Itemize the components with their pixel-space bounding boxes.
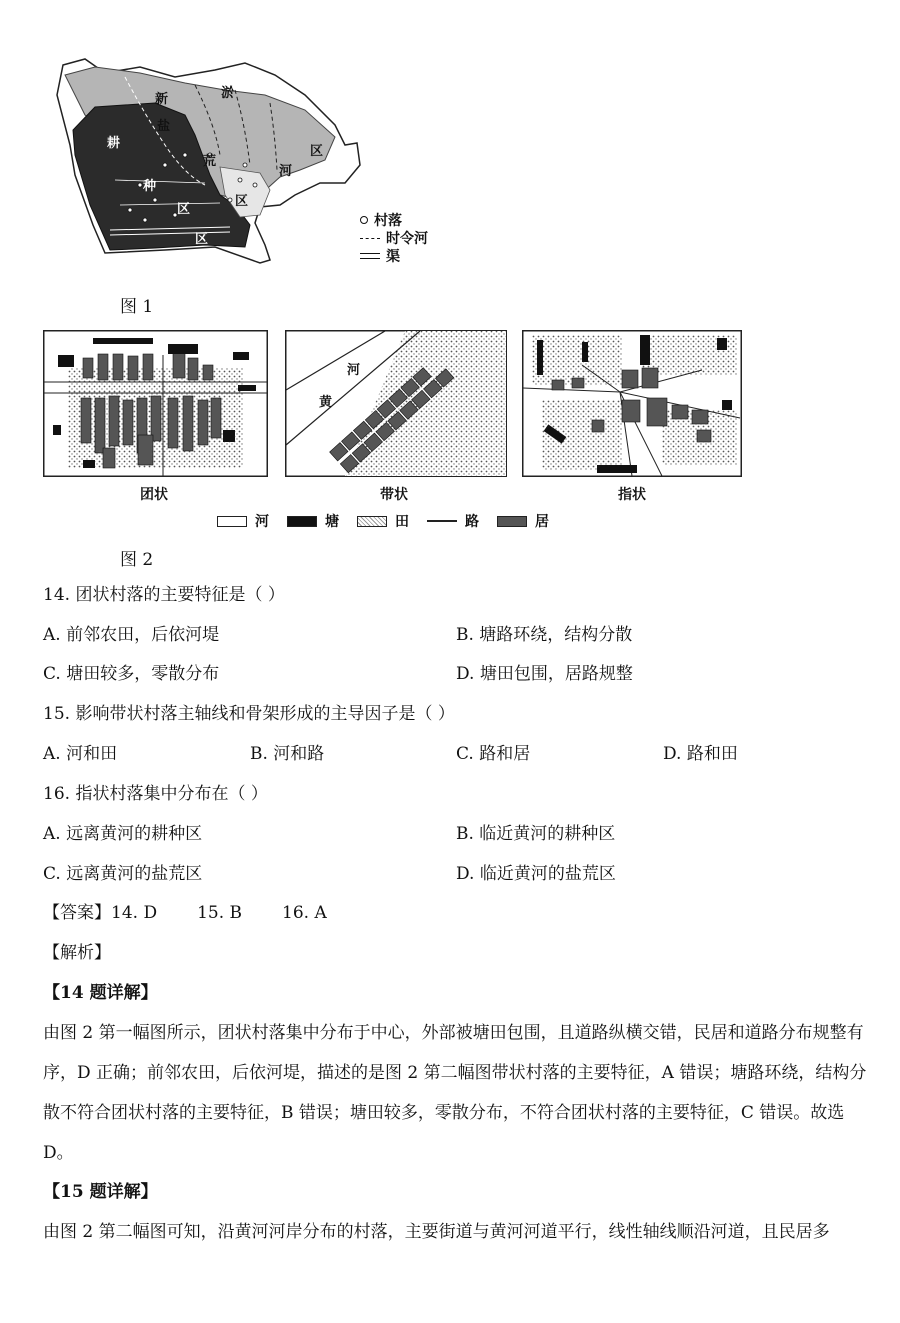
question-16-stem: 16. 指状村落集中分布在（ ） — [43, 784, 268, 804]
label-xin: 新 — [155, 92, 169, 107]
question-14-option-b: B. 塘路环绕，结构分散 — [456, 625, 633, 645]
answer-14: 14. D — [111, 903, 158, 923]
figure-1-caption: 图 1 — [120, 297, 154, 317]
question-15-option-a: A. 河和田 — [43, 744, 118, 764]
question-15-option-c: C. 路和居 — [456, 744, 531, 764]
pond-swatch — [287, 516, 317, 527]
panel-belt — [285, 330, 507, 477]
village-symbol — [360, 216, 368, 224]
question-15-stem: 15. 影响带状村落主轴线和骨架形成的主导因子是（ ） — [43, 704, 455, 724]
field-swatch — [357, 516, 387, 527]
river-text-he: 河 — [347, 363, 361, 378]
legend-canal-label: 渠 — [386, 249, 400, 265]
question-16-option-c: C. 远离黄河的盐荒区 — [43, 864, 203, 884]
legend-village-label: 村落 — [374, 213, 402, 229]
detail-14-text: 由图 2 第一幅图所示，团状村落集中分布于中心，外部被塘田包围，且道路纵横交错，民居和道路分布规整有序，D 正确；前邻农田，后依河堤，描述的是图 2 第二幅图带状村落的主要特征，A 错误；塘路环绕，结构分散不符合团状村落的主要特征，B 错误；塘田较多，零散分布，不符合团状村落的主要特征，C 错误。故选 D。 — [43, 1023, 867, 1163]
label-huang: 荒 — [203, 154, 217, 169]
legend-pond: 塘 — [287, 511, 339, 531]
question-16-option-d: D. 临近黄河的盐荒区 — [456, 864, 616, 884]
detail-15-text: 由图 2 第二幅图可知，沿黄河河岸分布的村落，主要街道与黄河河道平行，线性轴线顺沿河道，且民居多 — [43, 1222, 830, 1242]
river-swatch — [217, 516, 247, 527]
analysis-label: 【解析】 — [43, 943, 111, 963]
panel-finger-label: 指状 — [618, 487, 646, 503]
answer-label: 【答案】 — [43, 903, 111, 923]
question-14-stem: 14. 团状村落的主要特征是（ ） — [43, 585, 285, 605]
figure-2-caption: 图 2 — [120, 550, 154, 570]
label-qu2: 区 — [235, 194, 249, 209]
panel-belt-label: 带状 — [380, 487, 408, 503]
question-15-option-b: B. 河和路 — [250, 744, 325, 764]
label-yan: 盐 — [157, 119, 171, 134]
label-geng: 耕 — [107, 136, 121, 151]
legend-field: 田 — [357, 511, 409, 531]
panel-cluster — [43, 330, 268, 477]
road-symbol — [427, 520, 457, 522]
panel-cluster-label: 团状 — [140, 487, 168, 503]
label-qu3: 区 — [177, 202, 191, 217]
question-16-option-b: B. 临近黄河的耕种区 — [456, 824, 616, 844]
question-15-option-d: D. 路和田 — [663, 744, 738, 764]
seasonal-river-symbol — [360, 238, 380, 239]
house-swatch — [497, 516, 527, 527]
question-14-option-a: A. 前邻农田，后依河堤 — [43, 625, 220, 645]
legend-road: 路 — [427, 511, 479, 531]
detail-15-title: 【15 题详解】 — [43, 1182, 158, 1202]
detail-14-title: 【14 题详解】 — [43, 983, 158, 1003]
panel-finger — [522, 330, 742, 477]
legend-river: 河 — [217, 511, 269, 531]
legend-house: 居 — [497, 511, 549, 531]
label-qu1: 区 — [310, 144, 324, 159]
figure-2-legend — [217, 511, 567, 531]
answer-16: 16. A — [282, 903, 327, 923]
label-yu: 淤 — [221, 86, 235, 101]
answer-line — [43, 903, 327, 923]
figure-1-legend — [360, 211, 428, 265]
canal-symbol — [360, 253, 380, 259]
legend-seasonal-river-label: 时令河 — [386, 231, 428, 247]
question-14-option-d: D. 塘田包围，居路规整 — [456, 664, 633, 684]
question-14-option-c: C. 塘田较多，零散分布 — [43, 664, 220, 684]
label-qu4: 区 — [195, 232, 209, 247]
label-zhong: 种 — [143, 179, 157, 194]
question-16-option-a: A. 远离黄河的耕种区 — [43, 824, 203, 844]
answer-15: 15. B — [197, 903, 243, 923]
label-he: 河 — [279, 164, 293, 179]
river-text-huang: 黄 — [319, 395, 333, 410]
